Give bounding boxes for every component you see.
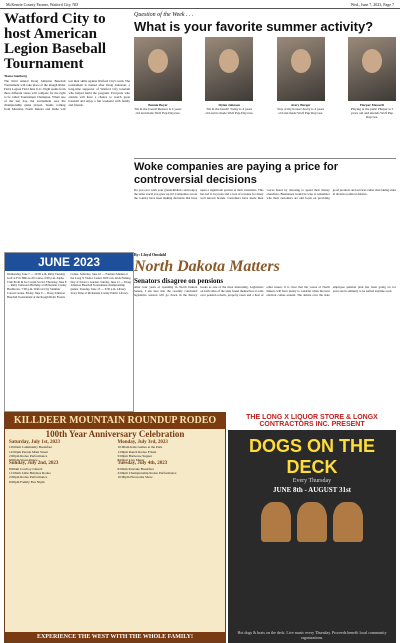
header-right: Wed., June 7, 2023, Page 7: [350, 1, 394, 7]
rodeo-ad-subtitle: 100th Year Anniversary Celebration: [45, 429, 185, 439]
calendar-body: Wednesday, June 7 — 10:00 a.m. Ruby Tuesday Golf at Fox Hills Golf Course. 6:00 p.m. Alpha Club Prom & Ice Cream Social. Thursday, June 8 — Ruby Johnson's Birthday at McKenzie County Healthcare. 7:00 p.m. Watford City Summer Concert series. Friday, June 9 — Doug Johnston Baseball Tournament at the Rough Rider Events Center. Saturday, June 10 — Farmers Market at the Long X Visitor Center. 8:00 a.m. Kids Fishing Day at Tobacco Garden. Sunday, June 11 — Doug Johnston Baseball Tournament championship games. Tuesday, June 13 — 6:30 p.m. Library Story Time at McKenzie County Public Library.: [7, 272, 131, 299]
qotw-label: Question of the Week . . .: [134, 12, 194, 18]
person-name: Avery Burger: [290, 103, 311, 107]
community-calendar: [4, 252, 134, 412]
person-photo: [205, 37, 253, 101]
schedule-day: [118, 462, 222, 479]
dogs-ad-subtitle: Every Thursday: [292, 478, 332, 484]
schedule-item: 12:00pm Parade Main Street: [9, 449, 48, 454]
schedule-item: 11:00am Little Britches Rodeo: [9, 471, 51, 476]
person-photo: [277, 37, 325, 101]
rodeo-advertisement: [4, 412, 226, 643]
person-quote: I'm in the board! Reason is 4 years old and made Wolf Pup Daycare.: [134, 107, 182, 115]
column-byline: By: Lloyd Omdahl: [134, 252, 167, 257]
qotw-person: [348, 37, 396, 119]
schedule-day: [9, 441, 113, 462]
dogs-ad-dates: JUNE 8th - AUGUST 31st: [272, 486, 352, 494]
schedule-day: [9, 462, 113, 483]
dog-icon: [261, 502, 291, 542]
person-photo: [348, 37, 396, 101]
person-quote: Playing at the park! Harper is 5 years old and attends Wolf Pup Daycare.: [350, 107, 394, 119]
schedule-item: 10:00pm Fireworks Show: [117, 475, 153, 480]
schedule-item: 2:00pm Rodeo Performance: [9, 475, 48, 480]
dogs-ad-footer: Hot dogs & brats on the deck. Live music every Thursday. Proceeds benefit local community organizations.: [237, 630, 387, 640]
schedule-day-header: Monday, July 3rd, 2023: [117, 440, 168, 445]
header-left: McKenzie County Farmer, Watford City, ND: [6, 1, 79, 7]
schedule-day-header: Saturday, July 1st, 2023: [9, 440, 60, 445]
schedule-item: 2:00pm Championship Rodeo Performance: [117, 471, 177, 476]
person-photo: [134, 37, 182, 101]
dogs-illustration: [228, 502, 396, 542]
calendar-title: JUNE 2023: [5, 253, 133, 271]
column-title: Senators disagree on pensions: [134, 277, 224, 285]
schedule-item: 10:00am Community Breakfast: [9, 445, 52, 450]
qotw-person: [134, 37, 182, 119]
qotw-people: [134, 37, 396, 119]
woke-headline: Woke companies are paying a price for controversial decisions: [134, 161, 338, 186]
schedule-item: 9:00am Pancake Breakfast: [117, 466, 154, 471]
schedule-day: [118, 441, 222, 462]
baseball-headline: Watford City to host American Legion Baseball Tournament: [4, 12, 107, 72]
schedule-day-header: Sunday, July 2nd, 2023: [9, 461, 59, 467]
schedule-day-header: Tuesday, July 4th, 2023: [117, 461, 168, 467]
schedule-item: 10:00am Kids Games at the Park: [117, 445, 163, 450]
person-name: Bennie Boyer: [148, 103, 168, 107]
dogs-ad-title: DOGS ON THE DECK: [248, 436, 375, 477]
qotw-title: What is your favorite summer activity?: [134, 19, 374, 34]
person-name: Harper Messerli: [360, 103, 384, 107]
north-dakota-matters-column: [134, 252, 396, 410]
rodeo-schedule: [5, 439, 225, 486]
schedule-item: 2:00pm Rodeo Performance: [9, 453, 48, 458]
baseball-article: [4, 12, 130, 250]
schedule-item: 5:00pm Barbecue Supper: [117, 453, 152, 458]
schedule-item: 8:00pm Live Music: [117, 458, 145, 463]
rodeo-ad-footer: EXPERIENCE THE WEST WITH THE WHOLE FAMILY!: [5, 632, 225, 642]
schedule-item: 8:00am Cowboy Church: [9, 466, 43, 471]
baseball-body: The third annual Doug Johnston Baseball Tournament will take place at the Rough Rider Field, Legion Field June 9-11. Eight teams from three different states will compete for the right to be called Tournament Champion. When one of the last day, the tournament sees the championship game played. Teams coming from Montana, North Dakota and Idaho will test their skills against Watford City's team. The tournament is named after Doug Johnston, a long-time supporter of Watford City baseball who helped build the program. Everyone who attends will have a chance to watch great baseball and enjoy a fun weekend with family and friends.: [4, 79, 130, 111]
schedule-item: 6:00pm Family Fun Night: [9, 479, 45, 484]
schedule-item: 9:00pm Street Dance: [9, 458, 38, 463]
woke-article: [134, 158, 396, 251]
dogs-ad-sponsor: THE LONG X LIQUOR STORE & LONGX CONTRACTORS INC. PRESENT: [228, 412, 396, 430]
schedule-item: 1:00pm Ranch Rodeo Finals: [117, 449, 157, 454]
qotw-person: [205, 37, 253, 119]
person-name: Dylan Johnson: [218, 103, 241, 107]
baseball-byline: Tiana Stenberg: [4, 74, 27, 78]
woke-body: Do you ever wish your grandchildren could enjoy the same world you grew up in? Companies across the country have been making decisions that have upset a significant portion of their customers. This has led to boycotts and a loss of revenue for many well known brands. Customers have made their voices heard by choosing to spend their money elsewhere. Businesses would be wise to remember who their customers are and focus on providing good products and services rather than taking sides in divisive political debates.: [134, 189, 396, 200]
person-quote: Stay at my house! Avery is 4 years old and made Wolf Pup Daycare.: [277, 107, 325, 115]
person-quote: I'm in the beach! Today is 4 years old and is made Wolf Pup Daycare.: [205, 107, 254, 115]
question-of-the-week: [134, 12, 396, 158]
column-body: After four years of spending in North Dakota Senate, I am sure that the recently concluded legislative session will go down in the history books as one of the most interesting. Legislators on both sides of the aisle found themselves at odds over pension reform, property taxes and a host of other issues. It is clear that the voters of North Dakota will have plenty to consider when the next election comes around. The debate over the state employee pension plan has been going on for years and is unlikely to be settled anytime soon.: [134, 286, 396, 297]
dog-icon: [297, 502, 327, 542]
column-logo: North Dakota Matters: [134, 258, 280, 275]
rodeo-ad-title: KILLDEER MOUNTAIN ROUNDUP RODEO: [5, 413, 225, 429]
dog-icon: [333, 502, 363, 542]
dogs-on-deck-advertisement: [228, 412, 396, 643]
page-header: [0, 0, 400, 9]
qotw-person: [277, 37, 325, 119]
